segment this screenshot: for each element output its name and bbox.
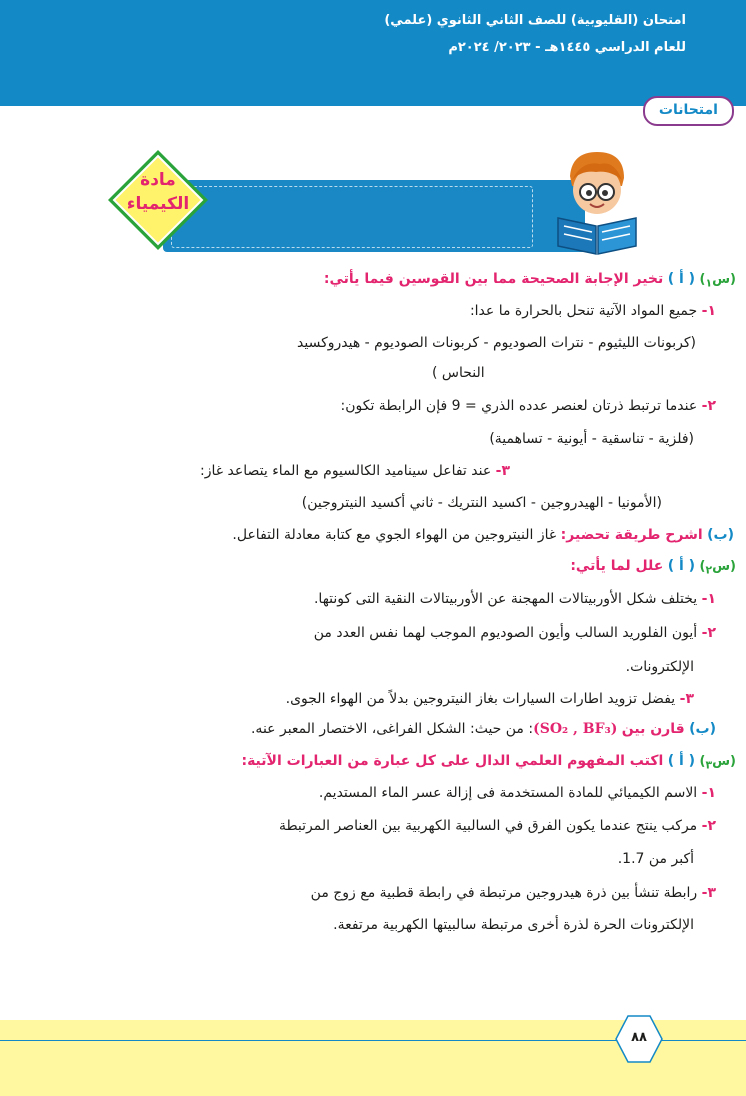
- page-number: ٨٨: [631, 1030, 647, 1045]
- badge-line1: مادة: [140, 170, 176, 190]
- q2-item-2: ٢- أيون الفلوريد السالب وأيون الصوديوم الموجب لهما نفس العدد من: [313, 625, 716, 641]
- q1-mark: (س$_١$): [699, 272, 736, 290]
- q1-item-2-choices: (فلزية - تناسقية - أيونية - تساهمية): [489, 431, 694, 447]
- q3-item-2: ٢- مركب ينتج عندما يكون الفرق في السالبية الكهربية بين العناصر المرتبطة: [278, 818, 716, 834]
- q3-mark: (س$_٣$): [699, 754, 736, 772]
- q1-part-a-title: تخير الإجابة الصحيحة مما بين القوسين فيما يأتي:: [323, 271, 664, 287]
- q1-item-1-choices: (كربونات الليثيوم - نترات الصوديوم - كربونات الصوديوم - هيدروكسيد: [297, 335, 696, 351]
- q1-heading: [324, 268, 736, 295]
- q2-item-3: ٣- يفضل تزويد اطارات السيارات بغاز النيتروجين بدلاً من الهواء الجوى.: [285, 691, 694, 707]
- q1-item-3-choices: (الأمونيا - الهيدروجين - اكسيد النتريك - ثاني أكسيد النيتروجين): [301, 495, 662, 511]
- exam-title-banner: [163, 180, 585, 252]
- q1-part-b: (ب) اشرح طريقة تحضير: غاز النيتروجين من الهواء الجوي مع كتابة معادلة التفاعل.: [232, 527, 734, 543]
- q3-item-3: ٣- رابطة تنشأ بين ذرة هيدروجين مرتبطة في رابطة قطبية مع زوج من: [310, 885, 716, 901]
- q1-item-2: ٢- عندما ترتبط ذرتان لعنصر عدده الذري = 9 فإن الرابطة تكون:: [340, 398, 716, 414]
- q3-item-3-cont: الإلكترونات الحرة لذرة أخرى مرتبطة سالبيتها الكهربية مرتفعة.: [333, 917, 694, 933]
- reading-boy-icon: [552, 146, 642, 256]
- q2-heading: (س$_٢$) ( أ ) علل لما يأتي:: [570, 555, 736, 582]
- banner-border: [171, 186, 533, 248]
- q2-part-b: (ب) قارن بين (SO₂ , BF₃): من حيث: الشكل الفراغى، الاختصار المعبر عنه.: [250, 721, 716, 737]
- q3-heading: (س$_٣$) ( أ ) اكتب المفهوم العلمي الدال على كل عبارة من العبارات الآتية:: [241, 750, 736, 777]
- banner-title-line2: للعام الدراسي ١٤٤٥هـ - ٢٠٢٣/ ٢٠٢٤م: [448, 40, 686, 55]
- q1-item-3: ٣- عند تفاعل سيناميد الكالسيوم مع الماء يتصاعد غاز:: [200, 463, 510, 479]
- section-tab: امتحانات: [643, 96, 734, 126]
- q2-item-1: ١- يختلف شكل الأوربيتالات المهجنة عن الأوربيتالات النقية التى كونتها.: [313, 591, 716, 607]
- q1-part-a-label: ( أ ): [667, 271, 696, 287]
- q1-item-1-choices-cont: النحاس ): [432, 365, 485, 381]
- badge-line2: الكيمياء: [126, 194, 190, 214]
- q3-item-2-cont: أكبر من 1.7.: [617, 851, 694, 867]
- banner-title-line1: امتحان (القليوبية) للصف الثاني الثانوي (علمي): [384, 13, 686, 28]
- q2-item-2-cont: الإلكترونات.: [625, 659, 694, 675]
- q2-mark: (س$_٢$): [699, 559, 736, 577]
- q3-item-1: ١- الاسم الكيميائي للمادة المستخدمة فى إزالة عسر الماء المستديم.: [318, 785, 716, 801]
- q1-item-1: ١- جميع المواد الآتية تنحل بالحرارة ما عدا:: [469, 303, 716, 319]
